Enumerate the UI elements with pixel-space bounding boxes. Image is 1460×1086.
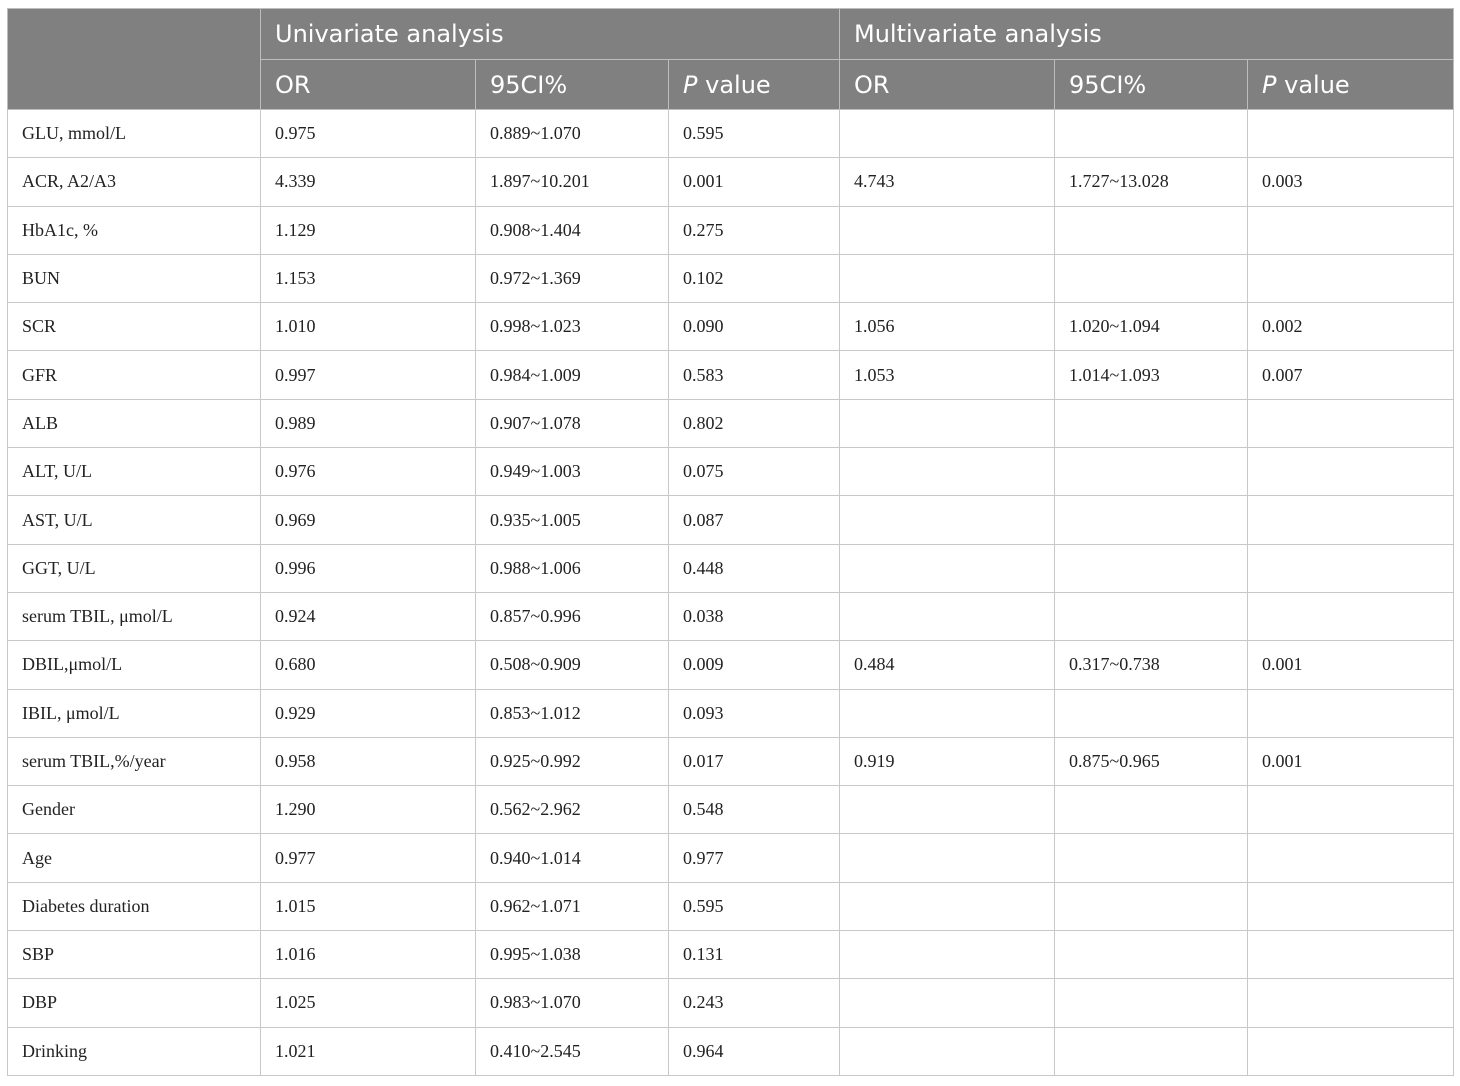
multi-ci-cell [1055, 786, 1248, 834]
multi-p-cell: 0.002 [1248, 303, 1454, 351]
variable-cell: serum TBIL, μmol/L [8, 592, 261, 640]
p-value-word: value [697, 70, 771, 99]
uni-p-cell: 0.548 [669, 786, 840, 834]
table-row [8, 448, 1454, 496]
variable-cell: HbA1c, % [8, 206, 261, 254]
multi-ci-cell [1055, 1027, 1248, 1075]
uni-ci-cell: 0.949~1.003 [476, 448, 669, 496]
uni-ci-cell: 0.907~1.078 [476, 399, 669, 447]
uni-p-cell: 0.001 [669, 158, 840, 206]
multi-or-cell [840, 496, 1055, 544]
uni-or-cell: 1.025 [261, 979, 476, 1027]
uni-or-cell: 0.958 [261, 737, 476, 785]
uni-or-cell: 0.929 [261, 689, 476, 737]
multi-p-cell: 0.001 [1248, 641, 1454, 689]
uni-p-cell: 0.090 [669, 303, 840, 351]
uni-or-cell: 1.153 [261, 254, 476, 302]
uni-or-cell: 1.290 [261, 786, 476, 834]
multi-p-cell [1248, 254, 1454, 302]
multi-ci-cell: 1.014~1.093 [1055, 351, 1248, 399]
variable-cell: Drinking [8, 1027, 261, 1075]
multi-ci-cell [1055, 592, 1248, 640]
table-row [8, 641, 1454, 689]
multi-ci-cell: 0.317~0.738 [1055, 641, 1248, 689]
variable-cell: Diabetes duration [8, 882, 261, 930]
uni-p-cell: 0.075 [669, 448, 840, 496]
variable-header [8, 9, 261, 110]
table-row [8, 351, 1454, 399]
uni-ci-cell: 1.897~10.201 [476, 158, 669, 206]
multi-ci-cell [1055, 882, 1248, 930]
uni-or-cell: 0.924 [261, 592, 476, 640]
uni-p-cell: 0.131 [669, 931, 840, 979]
multi-or-cell [840, 592, 1055, 640]
multi-ci-cell [1055, 689, 1248, 737]
uni-ci-cell: 0.889~1.070 [476, 110, 669, 158]
multi-p-cell: 0.001 [1248, 737, 1454, 785]
multi-ci-cell: 0.875~0.965 [1055, 737, 1248, 785]
multi-ci-cell [1055, 834, 1248, 882]
multi-ci-cell [1055, 206, 1248, 254]
multi-p-cell [1248, 689, 1454, 737]
uni-or-cell: 0.977 [261, 834, 476, 882]
uni-p-cell: 0.964 [669, 1027, 840, 1075]
variable-cell: GGT, U/L [8, 544, 261, 592]
multi-p-cell: 0.007 [1248, 351, 1454, 399]
uni-or-cell: 0.996 [261, 544, 476, 592]
multi-or-cell: 0.484 [840, 641, 1055, 689]
variable-cell: GLU, mmol/L [8, 110, 261, 158]
multi-ci-cell [1055, 448, 1248, 496]
uni-ci-cell: 0.983~1.070 [476, 979, 669, 1027]
multi-or-cell: 1.056 [840, 303, 1055, 351]
variable-cell: Gender [8, 786, 261, 834]
multi-ci-header: 95CI% [1055, 60, 1248, 110]
multi-p-cell [1248, 496, 1454, 544]
table-row [8, 110, 1454, 158]
multi-or-cell [840, 882, 1055, 930]
multi-p-cell [1248, 592, 1454, 640]
table-row [8, 1027, 1454, 1075]
multi-ci-cell [1055, 496, 1248, 544]
multi-p-cell [1248, 448, 1454, 496]
uni-or-cell: 1.010 [261, 303, 476, 351]
table-row [8, 544, 1454, 592]
uni-ci-cell: 0.853~1.012 [476, 689, 669, 737]
multi-or-cell [840, 544, 1055, 592]
p-letter: P [683, 70, 698, 99]
multi-p-cell: 0.003 [1248, 158, 1454, 206]
variable-cell: BUN [8, 254, 261, 302]
variable-cell: IBIL, μmol/L [8, 689, 261, 737]
multi-p-cell [1248, 786, 1454, 834]
table-row [8, 689, 1454, 737]
table-row [8, 834, 1454, 882]
p-value-word: value [1276, 70, 1350, 99]
table-header [8, 9, 1454, 110]
variable-cell: DBIL,μmol/L [8, 641, 261, 689]
uni-p-cell: 0.802 [669, 399, 840, 447]
uni-p-cell: 0.038 [669, 592, 840, 640]
multi-ci-cell [1055, 544, 1248, 592]
variable-cell: Age [8, 834, 261, 882]
multi-or-header: OR [840, 60, 1055, 110]
table-row [8, 206, 1454, 254]
multi-p-cell [1248, 110, 1454, 158]
uni-or-cell: 1.015 [261, 882, 476, 930]
multi-ci-cell [1055, 399, 1248, 447]
uni-ci-cell: 0.988~1.006 [476, 544, 669, 592]
uni-p-cell: 0.093 [669, 689, 840, 737]
multi-p-cell [1248, 979, 1454, 1027]
table-row [8, 158, 1454, 206]
uni-ci-cell: 0.962~1.071 [476, 882, 669, 930]
uni-ci-cell: 0.562~2.962 [476, 786, 669, 834]
multi-or-cell: 1.053 [840, 351, 1055, 399]
multi-p-cell [1248, 1027, 1454, 1075]
uni-or-cell: 1.021 [261, 1027, 476, 1075]
header-group-row [8, 9, 1454, 60]
multi-or-cell [840, 448, 1055, 496]
uni-p-cell: 0.102 [669, 254, 840, 302]
variable-cell: GFR [8, 351, 261, 399]
uni-ci-cell: 0.857~0.996 [476, 592, 669, 640]
multi-or-cell [840, 206, 1055, 254]
multi-or-cell [840, 399, 1055, 447]
uni-or-cell: 0.975 [261, 110, 476, 158]
uni-or-cell: 4.339 [261, 158, 476, 206]
regression-table [7, 8, 1454, 1076]
uni-ci-cell: 0.995~1.038 [476, 931, 669, 979]
uni-or-cell: 0.969 [261, 496, 476, 544]
uni-ci-cell: 0.508~0.909 [476, 641, 669, 689]
table-row [8, 592, 1454, 640]
uni-p-cell: 0.583 [669, 351, 840, 399]
multi-p-cell [1248, 931, 1454, 979]
variable-cell: serum TBIL,%/year [8, 737, 261, 785]
uni-ci-cell: 0.998~1.023 [476, 303, 669, 351]
table-row [8, 931, 1454, 979]
multi-or-cell [840, 254, 1055, 302]
uni-p-cell: 0.087 [669, 496, 840, 544]
table-row [8, 786, 1454, 834]
table-row [8, 496, 1454, 544]
multi-p-header [1248, 60, 1454, 110]
p-letter: P [1262, 70, 1277, 99]
uni-ci-cell: 0.935~1.005 [476, 496, 669, 544]
table-row [8, 882, 1454, 930]
uni-p-cell: 0.977 [669, 834, 840, 882]
multi-or-cell [840, 786, 1055, 834]
table-row [8, 979, 1454, 1027]
uni-ci-cell: 0.940~1.014 [476, 834, 669, 882]
uni-ci-cell: 0.972~1.369 [476, 254, 669, 302]
uni-p-cell: 0.009 [669, 641, 840, 689]
variable-cell: DBP [8, 979, 261, 1027]
multi-ci-cell: 1.020~1.094 [1055, 303, 1248, 351]
uni-p-cell: 0.275 [669, 206, 840, 254]
table-row [8, 303, 1454, 351]
uni-p-cell: 0.595 [669, 110, 840, 158]
multi-p-cell [1248, 544, 1454, 592]
uni-p-cell: 0.448 [669, 544, 840, 592]
multi-p-cell [1248, 834, 1454, 882]
table-row [8, 737, 1454, 785]
multi-p-cell [1248, 882, 1454, 930]
uni-or-cell: 0.680 [261, 641, 476, 689]
uni-ci-cell: 0.410~2.545 [476, 1027, 669, 1075]
table-row [8, 254, 1454, 302]
uni-or-cell: 1.129 [261, 206, 476, 254]
multi-or-cell [840, 834, 1055, 882]
multi-or-cell [840, 979, 1055, 1027]
table-body [8, 110, 1454, 1076]
uni-or-header: OR [261, 60, 476, 110]
univariate-header: Univariate analysis [261, 9, 840, 60]
multi-or-cell [840, 110, 1055, 158]
multi-or-cell [840, 1027, 1055, 1075]
multi-ci-cell [1055, 254, 1248, 302]
variable-cell: ALT, U/L [8, 448, 261, 496]
multi-or-cell: 4.743 [840, 158, 1055, 206]
multi-ci-cell [1055, 110, 1248, 158]
multi-p-cell [1248, 206, 1454, 254]
multi-or-cell: 0.919 [840, 737, 1055, 785]
variable-cell: SCR [8, 303, 261, 351]
uni-ci-cell: 0.925~0.992 [476, 737, 669, 785]
uni-or-cell: 1.016 [261, 931, 476, 979]
uni-or-cell: 0.997 [261, 351, 476, 399]
uni-ci-cell: 0.908~1.404 [476, 206, 669, 254]
uni-p-cell: 0.017 [669, 737, 840, 785]
multi-or-cell [840, 689, 1055, 737]
variable-cell: AST, U/L [8, 496, 261, 544]
multi-ci-cell [1055, 931, 1248, 979]
uni-p-cell: 0.243 [669, 979, 840, 1027]
variable-cell: SBP [8, 931, 261, 979]
uni-p-header [669, 60, 840, 110]
uni-p-cell: 0.595 [669, 882, 840, 930]
uni-or-cell: 0.976 [261, 448, 476, 496]
variable-cell: ACR, A2/A3 [8, 158, 261, 206]
uni-ci-header: 95CI% [476, 60, 669, 110]
multi-ci-cell [1055, 979, 1248, 1027]
multi-ci-cell: 1.727~13.028 [1055, 158, 1248, 206]
variable-cell: ALB [8, 399, 261, 447]
multi-or-cell [840, 931, 1055, 979]
table-row [8, 399, 1454, 447]
uni-ci-cell: 0.984~1.009 [476, 351, 669, 399]
uni-or-cell: 0.989 [261, 399, 476, 447]
multi-p-cell [1248, 399, 1454, 447]
multivariate-header: Multivariate analysis [840, 9, 1454, 60]
